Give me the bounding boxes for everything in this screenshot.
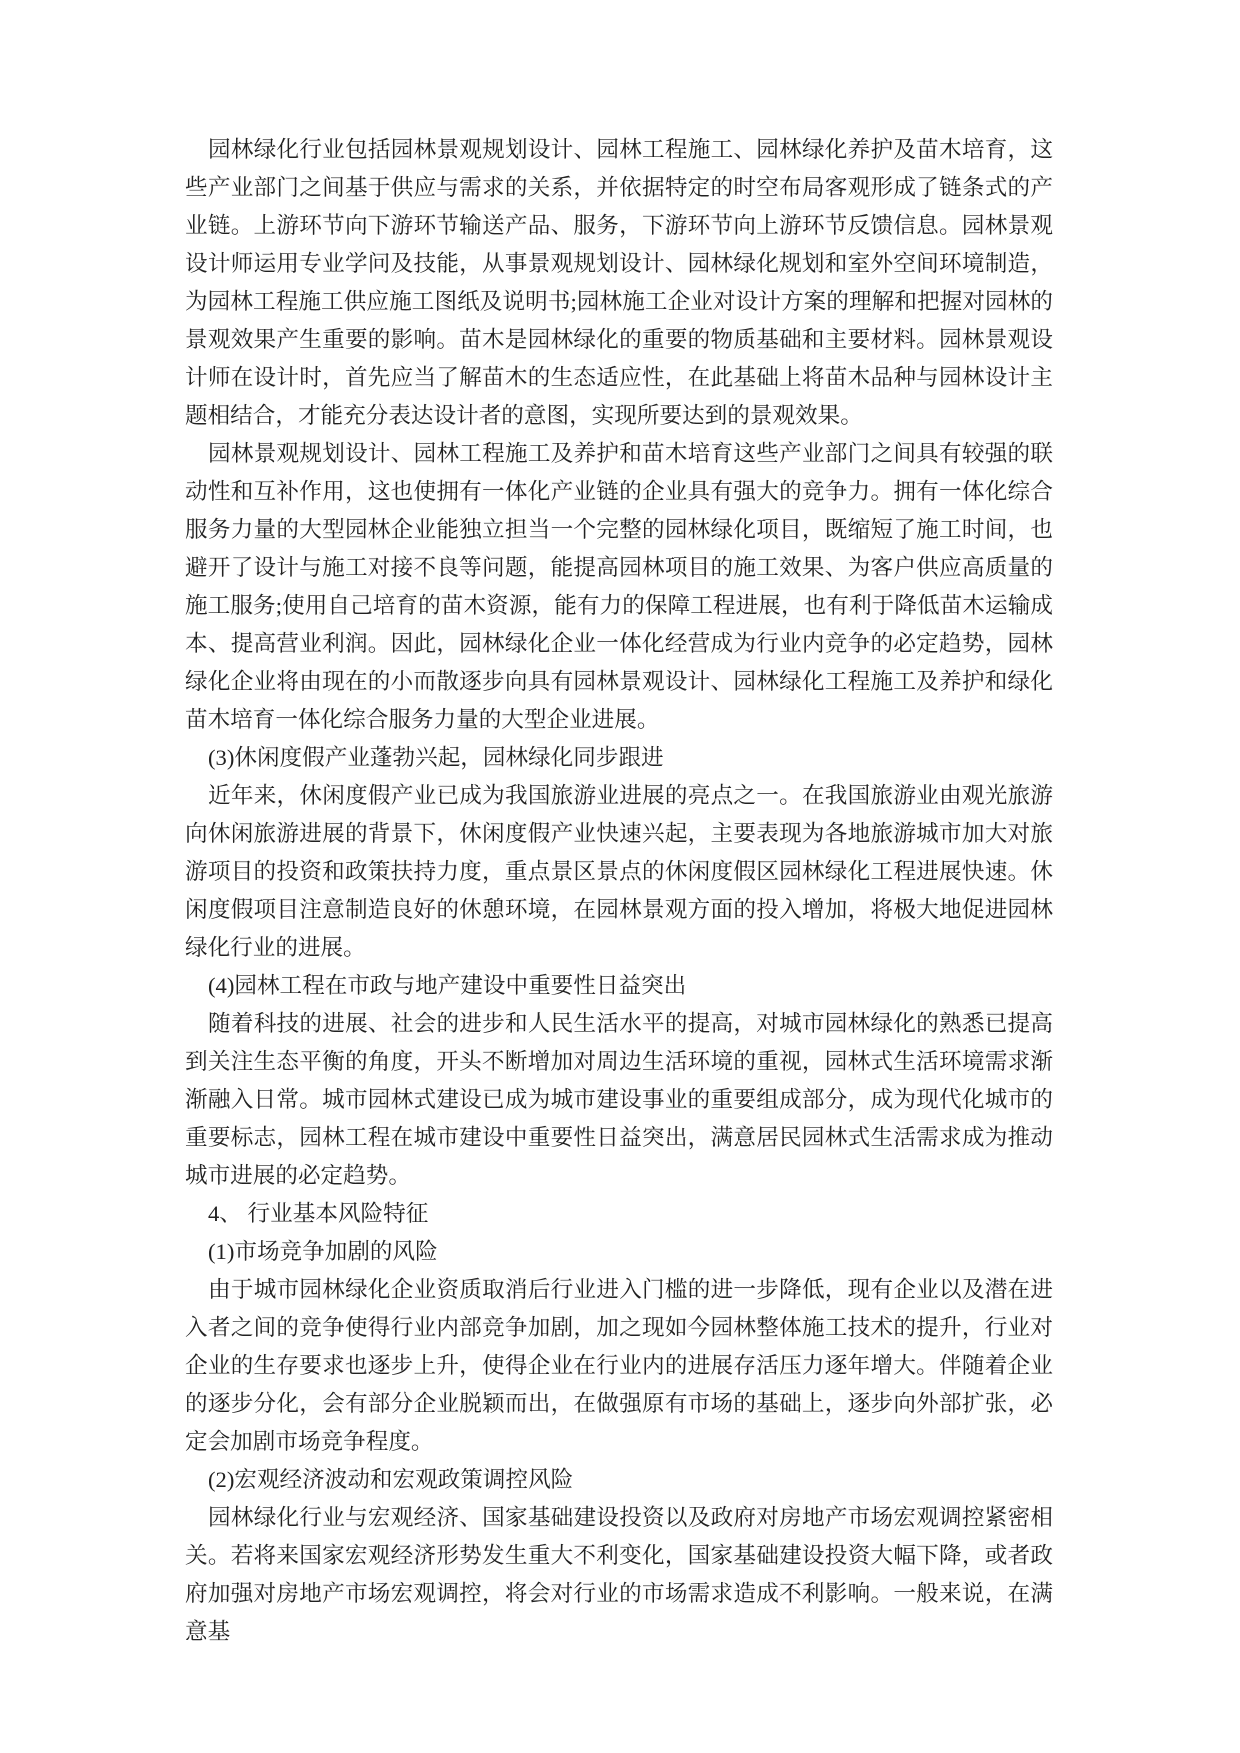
paragraph: 园林绿化行业与宏观经济、国家基础建设投资以及政府对房地产市场宏观调控紧密相关。若将来国家宏观经济形势发生重大不利变化，国家基础建设投资大幅下降，或者政府加强对房地产市场宏观调控，将会对行业的市场需求造成不利影响。一般来说，在满意基 [185,1505,1053,1644]
section-heading: 4、 行业基本风险特征 [208,1201,429,1226]
section-heading: (3)休闲度假产业蓬勃兴起，园林绿化同步跟进 [208,745,664,770]
paragraph: 由于城市园林绿化企业资质取消后行业进入门槛的进一步降低，现有企业以及潜在进入者之间的竞争使得行业内部竞争加剧，加之现如今园林整体施工技术的提升，行业对企业的生存要求也逐步上升，使得企业在行业内的进展存活压力逐年增大。伴随着企业的逐步分化，会有部分企业脱颖而出，在做强原有市场的基础上，逐步向外部扩张，必定会加剧市场竞争程度。 [185,1277,1053,1454]
paragraph: 随着科技的进展、社会的进步和人民生活水平的提高，对城市园林绿化的熟悉已提高到关注生态平衡的角度，开头不断增加对周边生活环境的重视，园林式生活环境需求渐渐融入日常。城市园林式建设已成为城市建设事业的重要组成部分，成为现代化城市的重要标志，园林工程在城市建设中重要性日益突出，满意居民园林式生活需求成为推动城市进展的必定趋势。 [185,1011,1053,1188]
section-heading: (4)园林工程在市政与地产建设中重要性日益突出 [208,973,687,998]
paragraph: 园林绿化行业包括园林景观规划设计、园林工程施工、园林绿化养护及苗木培育，这些产业部门之间基于供应与需求的关系，并依据特定的时空布局客观形成了链条式的产业链。上游环节向下游环节输送产品、服务，下游环节向上游环节反馈信息。园林景观设计师运用专业学问及技能，从事景观规划设计、园林绿化规划和室外空间环境制造，为园林工程施工供应施工图纸及说明书;园林施工企业对设计方案的理解和把握对园林的景观效果产生重要的影响。苗木是园林绿化的重要的物质基础和主要材料。园林景观设计师在设计时，首先应当了解苗木的生态适应性，在此基础上将苗木品种与园林设计主题相结合，才能充分表达设计者的意图，实现所要达到的景观效果。 [185,137,1053,428]
section-heading: (2)宏观经济波动和宏观政策调控风险 [208,1467,574,1492]
paragraph: 园林景观规划设计、园林工程施工及养护和苗木培育这些产业部门之间具有较强的联动性和互补作用，这也使拥有一体化产业链的企业具有强大的竞争力。拥有一体化综合服务力量的大型园林企业能独立担当一个完整的园林绿化项目，既缩短了施工时间，也避开了设计与施工对接不良等问题，能提高园林项目的施工效果、为客户供应高质量的施工服务;使用自己培育的苗木资源，能有力的保障工程进展，也有利于降低苗木运输成本、提高营业利润。因此，园林绿化企业一体化经营成为行业内竞争的必定趋势，园林绿化企业将由现在的小而散逐步向具有园林景观设计、园林绿化工程施工及养护和绿化苗木培育一体化综合服务力量的大型企业进展。 [185,441,1053,732]
document-content [185,131,1053,1651]
section-heading: (1)市场竞争加剧的风险 [208,1239,438,1264]
paragraph: 近年来，休闲度假产业已成为我国旅游业进展的亮点之一。在我国旅游业由观光旅游向休闲旅游进展的背景下，休闲度假产业快速兴起，主要表现为各地旅游城市加大对旅游项目的投资和政策扶持力度，重点景区景点的休闲度假区园林绿化工程进展快速。休闲度假项目注意制造良好的休憩环境，在园林景观方面的投入增加，将极大地促进园林绿化行业的进展。 [185,783,1053,960]
